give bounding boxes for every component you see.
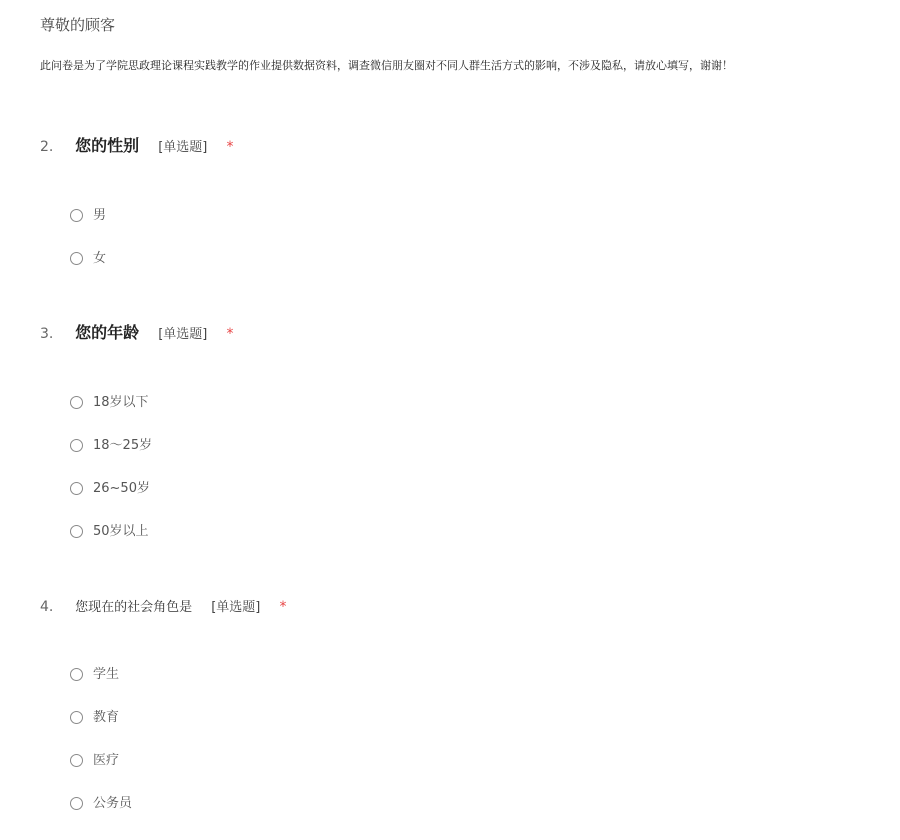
- question-number: 4.: [40, 599, 54, 615]
- required-marker: *: [226, 326, 234, 342]
- survey-intro: 此问卷是为了学院思政理论课程实践教学的作业提供数据资料，调查微信朋友圈对不同人群生活方式的影响，不涉及隐私，请放心填写，谢谢！: [40, 59, 733, 72]
- option-label: 教育: [93, 710, 120, 725]
- greeting-heading: 尊敬的顾客: [40, 16, 116, 34]
- question-header: [40, 134, 860, 158]
- option-label: 学生: [93, 667, 120, 682]
- question-age: [40, 321, 860, 539]
- question-header: [40, 321, 860, 345]
- option-label: 18～25岁: [93, 438, 153, 453]
- option-label: 女: [93, 251, 107, 266]
- option-label: 50岁以上: [93, 524, 149, 539]
- radio-button[interactable]: [70, 439, 83, 452]
- question-type: [单选题]: [158, 327, 208, 342]
- radio-button[interactable]: [70, 797, 83, 810]
- radio-button[interactable]: [70, 668, 83, 681]
- required-marker: *: [226, 139, 234, 155]
- radio-button[interactable]: [70, 209, 83, 222]
- question-type: [单选题]: [158, 140, 208, 155]
- radio-button[interactable]: [70, 754, 83, 767]
- question-social-role: [40, 594, 860, 811]
- required-marker: *: [279, 599, 287, 615]
- option-label: 男: [93, 208, 107, 223]
- radio-button[interactable]: [70, 482, 83, 495]
- radio-button[interactable]: [70, 396, 83, 409]
- question-title: 您的性别: [75, 136, 140, 155]
- question-title: 您现在的社会角色是: [75, 600, 193, 615]
- option-label: 26~50岁: [93, 481, 150, 496]
- question-type: [单选题]: [211, 600, 261, 615]
- radio-button[interactable]: [70, 525, 83, 538]
- question-header: [40, 594, 860, 618]
- question-title: 您的年龄: [75, 323, 140, 342]
- question-number: 3.: [40, 326, 54, 342]
- radio-button[interactable]: [70, 252, 83, 265]
- option-label: 公务员: [93, 796, 133, 811]
- radio-button[interactable]: [70, 711, 83, 724]
- option-label: 医疗: [93, 753, 120, 768]
- option-label: 18岁以下: [93, 395, 149, 410]
- question-number: 2.: [40, 139, 54, 155]
- question-gender: [40, 134, 860, 266]
